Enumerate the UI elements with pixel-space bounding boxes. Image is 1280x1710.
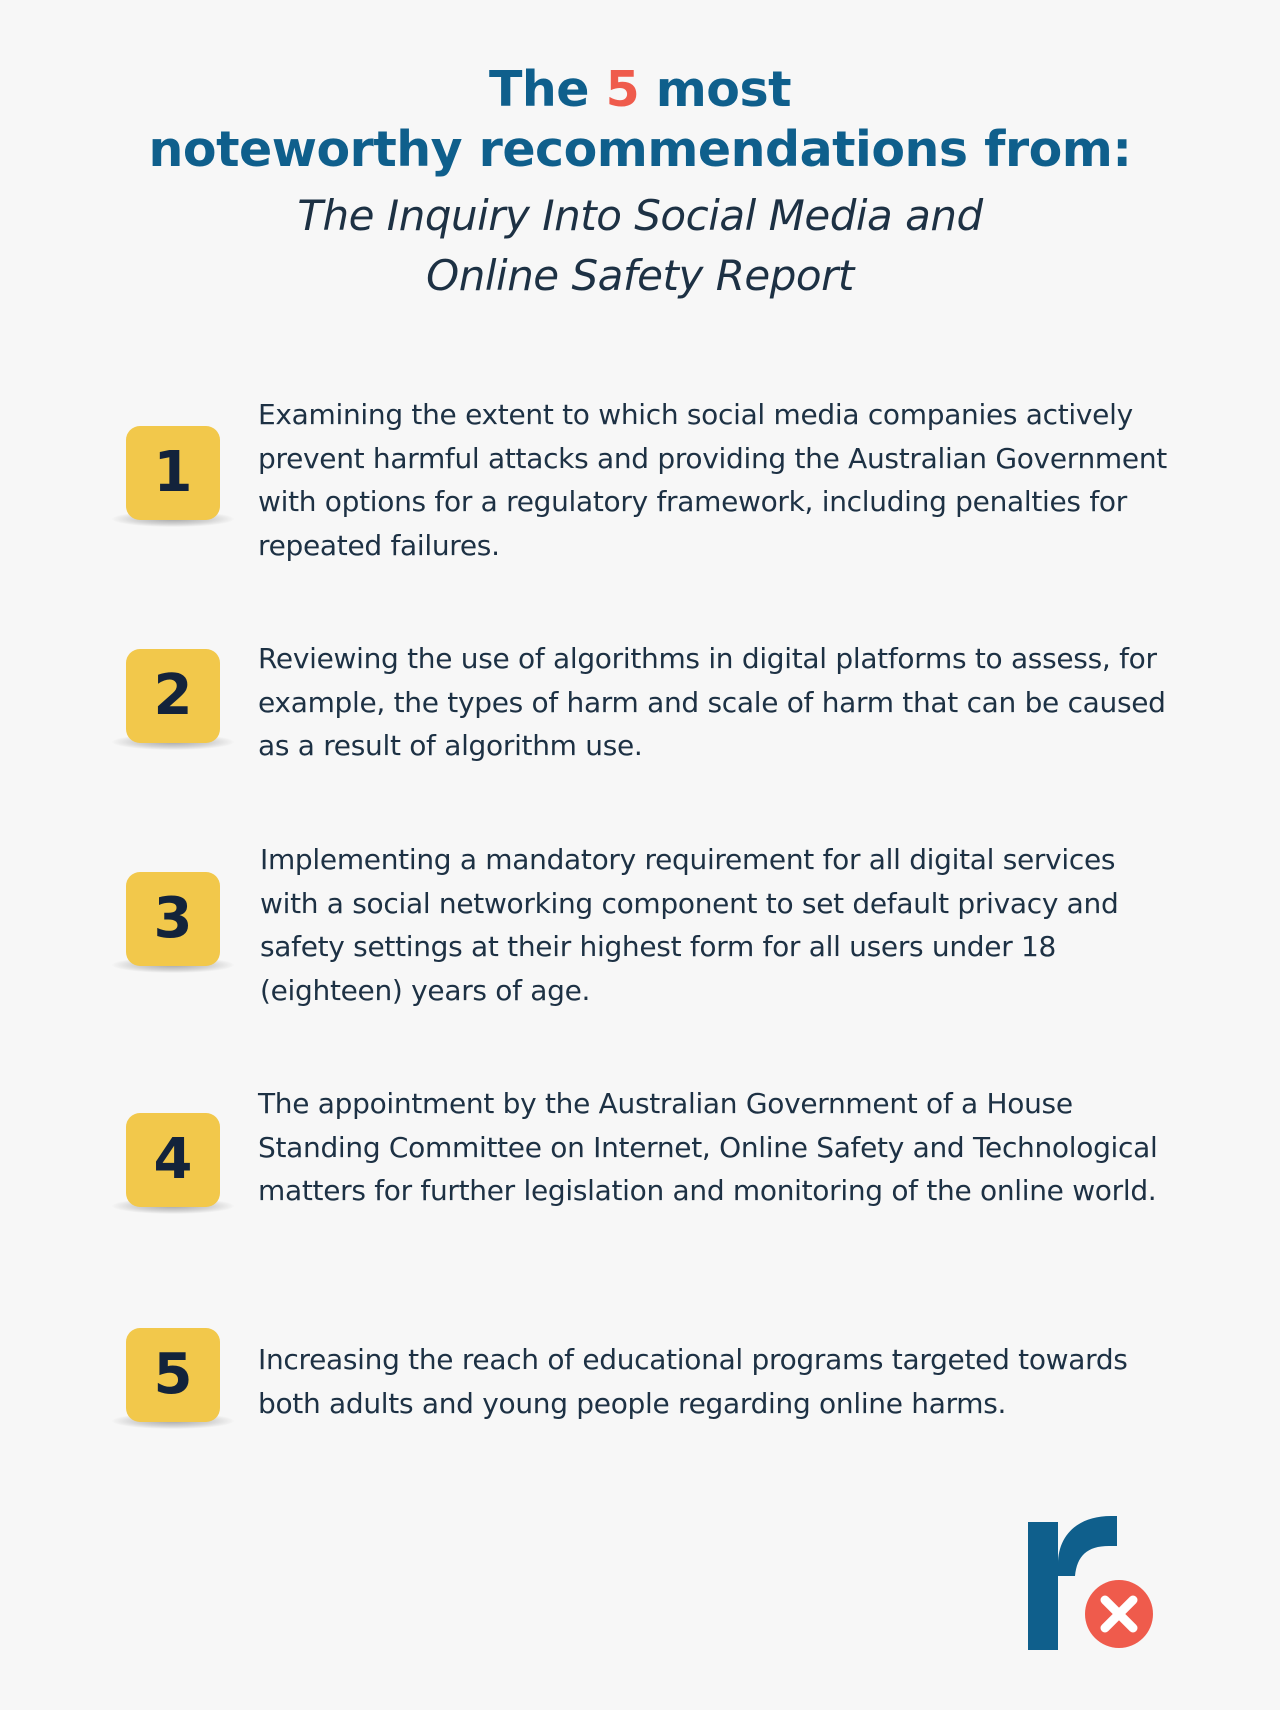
number-badge-5: 5: [126, 1328, 220, 1422]
recommendation-text-4: The appointment by the Australian Government of a House Standing Committee on Internet, Online Safety and Technological matters for further legislation and monitoring of the online world.: [258, 1087, 1158, 1207]
title-text-before: The: [488, 61, 606, 118]
recommendation-text-3: Implementing a mandatory requirement for all digital services with a social networking component to set default privacy and safety settings at their highest form for all users under 18 (eighteen) years of age.: [260, 843, 1119, 1007]
number-badge-1: 1: [126, 426, 220, 520]
number-badge-3: 3: [126, 872, 220, 966]
number-badge-4: 4: [126, 1113, 220, 1207]
recommendation-text-2: Reviewing the use of algorithms in digital platforms to assess, for example, the types of harm and scale of harm that can be caused as a result of algorithm use.: [258, 642, 1166, 762]
subtitle-line-1: The Inquiry Into Social Media and: [297, 191, 983, 240]
report-subtitle: [0, 186, 1280, 306]
number-badge-2: 2: [126, 649, 220, 743]
title-text-after: most: [639, 61, 792, 118]
title-number: 5: [605, 61, 640, 118]
header: [0, 60, 1280, 306]
recommendation-text-1: Examining the extent to which social media companies actively prevent harmful attacks and providing the Australian Government with options for a regulatory framework, including penalties for repeated failures.: [258, 398, 1167, 562]
recommendation-text-5: Increasing the reach of educational programs targeted towards both adults and young people regarding online harms.: [258, 1343, 1128, 1420]
brand-logo-icon: [1025, 1512, 1160, 1652]
subtitle-line-2: Online Safety Report: [426, 251, 854, 300]
page-title-line-1: [0, 60, 1280, 120]
page-title-line-2: noteworthy recommendations from:: [148, 121, 1132, 178]
